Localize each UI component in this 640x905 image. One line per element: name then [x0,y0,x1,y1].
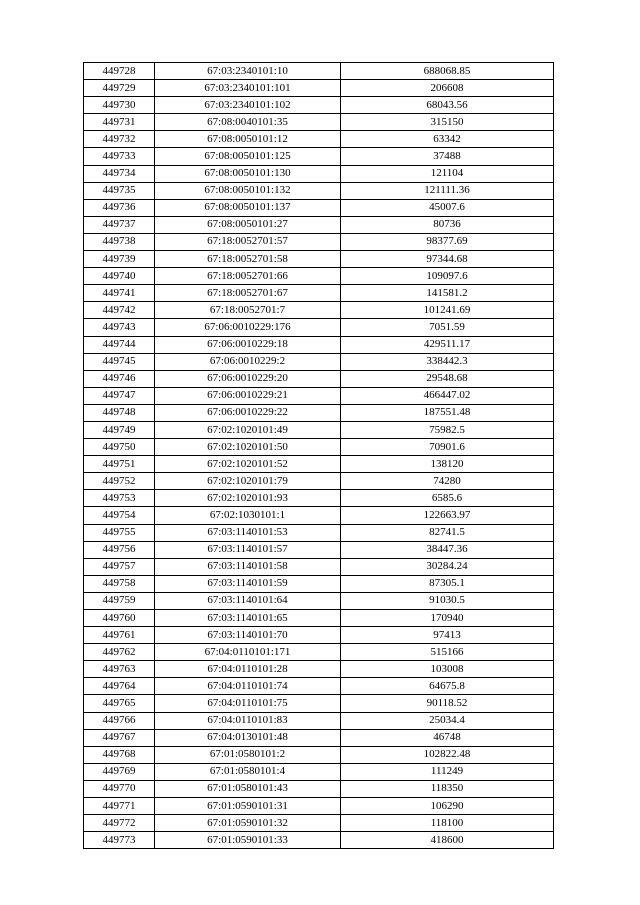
cadastral-number-cell: 67:18:0052701:7 [155,302,341,319]
table-row [84,610,554,627]
value-cell: 418600 [341,832,554,849]
table-row [84,575,554,592]
value-cell: 46748 [341,729,554,746]
value-cell: 75982.5 [341,421,554,438]
table-row [84,114,554,131]
cadastral-number-cell: 67:18:0052701:58 [155,251,341,268]
cadastral-number-cell: 67:04:0110101:83 [155,712,341,729]
value-cell: 102822.48 [341,746,554,763]
cadastral-number-cell: 67:01:0580101:4 [155,763,341,780]
table-row [84,798,554,815]
value-cell: 170940 [341,610,554,627]
cadastral-number-cell: 67:02:1020101:50 [155,439,341,456]
value-cell: 118350 [341,780,554,797]
row-number-cell: 449750 [84,439,155,456]
value-cell: 25034.4 [341,712,554,729]
row-number-cell: 449738 [84,233,155,250]
table-row [84,421,554,438]
cadastral-number-cell: 67:08:0050101:27 [155,216,341,233]
value-cell: 688068.85 [341,63,554,80]
table-row [84,216,554,233]
cadastral-number-cell: 67:02:1020101:93 [155,490,341,507]
row-number-cell: 449741 [84,285,155,302]
value-cell: 45007.6 [341,199,554,216]
value-cell: 7051.59 [341,319,554,336]
cadastral-number-cell: 67:06:0010229:22 [155,404,341,421]
cadastral-number-cell: 67:03:1140101:64 [155,592,341,609]
row-number-cell: 449765 [84,695,155,712]
cadastral-number-cell: 67:08:0050101:137 [155,199,341,216]
cadastral-number-cell: 67:02:1020101:52 [155,456,341,473]
value-cell: 30284.24 [341,558,554,575]
cadastral-number-cell: 67:06:0010229:2 [155,353,341,370]
table-row [84,268,554,285]
value-cell: 87305.1 [341,575,554,592]
row-number-cell: 449749 [84,421,155,438]
table-row [84,404,554,421]
table-row [84,490,554,507]
value-cell: 118100 [341,815,554,832]
table-row [84,97,554,114]
value-cell: 6585.6 [341,490,554,507]
table-row [84,712,554,729]
row-number-cell: 449761 [84,627,155,644]
cadastral-number-cell: 67:08:0050101:132 [155,182,341,199]
value-cell: 187551.48 [341,404,554,421]
cadastral-number-cell: 67:04:0130101:48 [155,729,341,746]
cadastral-number-cell: 67:03:1140101:70 [155,627,341,644]
row-number-cell: 449756 [84,541,155,558]
value-cell: 315150 [341,114,554,131]
cadastral-number-cell: 67:03:1140101:58 [155,558,341,575]
value-cell: 515166 [341,644,554,661]
row-number-cell: 449764 [84,678,155,695]
value-cell: 98377.69 [341,233,554,250]
table-row [84,63,554,80]
table-row [84,695,554,712]
value-cell: 106290 [341,798,554,815]
row-number-cell: 449767 [84,729,155,746]
value-cell: 90118.52 [341,695,554,712]
value-cell: 63342 [341,131,554,148]
cadastral-number-cell: 67:18:0052701:67 [155,285,341,302]
row-number-cell: 449772 [84,815,155,832]
table-row [84,678,554,695]
cadastral-number-cell: 67:01:0580101:43 [155,780,341,797]
row-number-cell: 449753 [84,490,155,507]
table-row [84,387,554,404]
row-number-cell: 449744 [84,336,155,353]
table-row [84,507,554,524]
cadastral-number-cell: 67:04:0110101:74 [155,678,341,695]
row-number-cell: 449760 [84,610,155,627]
value-cell: 103008 [341,661,554,678]
cadastral-number-cell: 67:06:0010229:20 [155,370,341,387]
row-number-cell: 449771 [84,798,155,815]
row-number-cell: 449731 [84,114,155,131]
value-cell: 38447.36 [341,541,554,558]
table-row [84,285,554,302]
table-row [84,199,554,216]
row-number-cell: 449755 [84,524,155,541]
row-number-cell: 449734 [84,165,155,182]
table-row [84,729,554,746]
cadastral-number-cell: 67:01:0590101:33 [155,832,341,849]
value-cell: 97344.68 [341,251,554,268]
value-cell: 121111.36 [341,182,554,199]
row-number-cell: 449730 [84,97,155,114]
cadastral-number-cell: 67:01:0590101:31 [155,798,341,815]
table-body [84,63,554,849]
table-row [84,182,554,199]
row-number-cell: 449747 [84,387,155,404]
table-row [84,763,554,780]
row-number-cell: 449766 [84,712,155,729]
table-row [84,80,554,97]
value-cell: 74280 [341,473,554,490]
row-number-cell: 449773 [84,832,155,849]
table-row [84,251,554,268]
row-number-cell: 449733 [84,148,155,165]
row-number-cell: 449763 [84,661,155,678]
cadastral-number-cell: 67:03:2340101:101 [155,80,341,97]
cadastral-number-cell: 67:08:0050101:130 [155,165,341,182]
table-row [84,456,554,473]
cadastral-number-cell: 67:03:1140101:65 [155,610,341,627]
row-number-cell: 449737 [84,216,155,233]
value-cell: 91030.5 [341,592,554,609]
row-number-cell: 449746 [84,370,155,387]
row-number-cell: 449735 [84,182,155,199]
cadastral-number-cell: 67:03:1140101:57 [155,541,341,558]
cadastral-number-cell: 67:06:0010229:176 [155,319,341,336]
cadastral-number-cell: 67:08:0050101:125 [155,148,341,165]
value-cell: 111249 [341,763,554,780]
table-row [84,473,554,490]
row-number-cell: 449762 [84,644,155,661]
table-row [84,131,554,148]
cadastral-number-cell: 67:02:1020101:49 [155,421,341,438]
cadastral-number-cell: 67:03:1140101:53 [155,524,341,541]
row-number-cell: 449754 [84,507,155,524]
row-number-cell: 449768 [84,746,155,763]
value-cell: 29548.68 [341,370,554,387]
row-number-cell: 449758 [84,575,155,592]
table-row [84,592,554,609]
table-row [84,233,554,250]
value-cell: 141581.2 [341,285,554,302]
cadastral-number-cell: 67:04:0110101:75 [155,695,341,712]
cadastral-number-cell: 67:04:0110101:28 [155,661,341,678]
table-row [84,319,554,336]
value-cell: 338442.3 [341,353,554,370]
value-cell: 101241.69 [341,302,554,319]
table-row [84,627,554,644]
table-row [84,148,554,165]
row-number-cell: 449728 [84,63,155,80]
row-number-cell: 449752 [84,473,155,490]
cadastral-number-cell: 67:02:1030101:1 [155,507,341,524]
row-number-cell: 449745 [84,353,155,370]
table-row [84,165,554,182]
cadastral-number-cell: 67:06:0010229:21 [155,387,341,404]
table-row [84,370,554,387]
cadastral-number-cell: 67:01:0580101:2 [155,746,341,763]
table-row [84,541,554,558]
row-number-cell: 449732 [84,131,155,148]
value-cell: 37488 [341,148,554,165]
row-number-cell: 449739 [84,251,155,268]
cadastral-number-cell: 67:04:0110101:171 [155,644,341,661]
table-row [84,524,554,541]
table-row [84,780,554,797]
value-cell: 64675.8 [341,678,554,695]
value-cell: 82741.5 [341,524,554,541]
table-row [84,558,554,575]
value-cell: 206608 [341,80,554,97]
value-cell: 121104 [341,165,554,182]
row-number-cell: 449748 [84,404,155,421]
cadastral-number-cell: 67:02:1020101:79 [155,473,341,490]
row-number-cell: 449751 [84,456,155,473]
cadastral-number-cell: 67:18:0052701:57 [155,233,341,250]
table-row [84,336,554,353]
cadastral-number-cell: 67:06:0010229:18 [155,336,341,353]
value-cell: 138120 [341,456,554,473]
row-number-cell: 449759 [84,592,155,609]
cadastral-number-cell: 67:01:0590101:32 [155,815,341,832]
row-number-cell: 449769 [84,763,155,780]
row-number-cell: 449770 [84,780,155,797]
row-number-cell: 449757 [84,558,155,575]
data-table [83,62,554,849]
cadastral-number-cell: 67:03:2340101:10 [155,63,341,80]
cadastral-number-cell: 67:08:0050101:12 [155,131,341,148]
value-cell: 429511.17 [341,336,554,353]
value-cell: 70901.6 [341,439,554,456]
row-number-cell: 449740 [84,268,155,285]
value-cell: 109097.6 [341,268,554,285]
table-row [84,746,554,763]
table-row [84,832,554,849]
value-cell: 466447.02 [341,387,554,404]
table-row [84,815,554,832]
table-row [84,644,554,661]
row-number-cell: 449729 [84,80,155,97]
value-cell: 97413 [341,627,554,644]
cadastral-number-cell: 67:18:0052701:66 [155,268,341,285]
row-number-cell: 449742 [84,302,155,319]
table-row [84,302,554,319]
row-number-cell: 449736 [84,199,155,216]
cadastral-number-cell: 67:08:0040101:35 [155,114,341,131]
table-row [84,439,554,456]
cadastral-number-cell: 67:03:2340101:102 [155,97,341,114]
value-cell: 80736 [341,216,554,233]
table-row [84,661,554,678]
row-number-cell: 449743 [84,319,155,336]
cadastral-number-cell: 67:03:1140101:59 [155,575,341,592]
value-cell: 68043.56 [341,97,554,114]
value-cell: 122663.97 [341,507,554,524]
table-row [84,353,554,370]
